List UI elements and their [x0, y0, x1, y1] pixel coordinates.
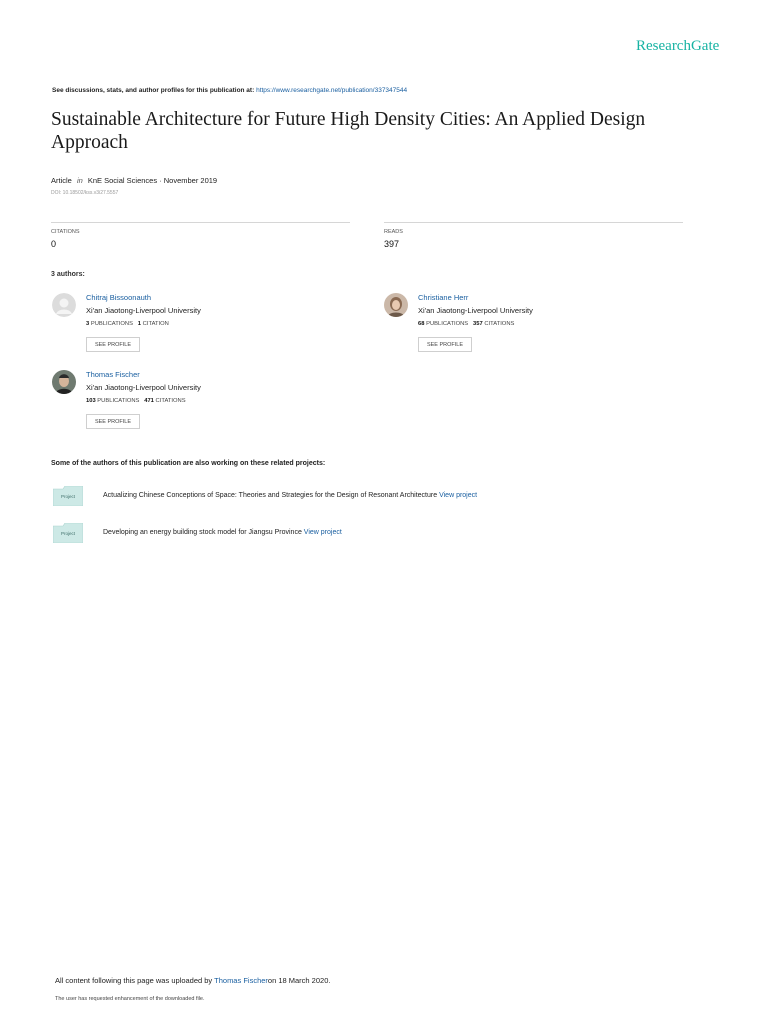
paper-type: Article [51, 176, 72, 185]
discussions-text: See discussions, stats, and author profiles for this publication at: [52, 87, 255, 94]
upload-note [55, 976, 330, 985]
avatar-photo-icon[interactable] [384, 293, 408, 317]
view-project-link[interactable]: View project [439, 492, 478, 499]
citations-label: CITATIONS [51, 229, 80, 235]
authors-heading: 3 authors: [51, 271, 85, 278]
upload-suffix: on 18 March 2020. [267, 976, 331, 985]
see-profile-button[interactable]: SEE PROFILE [86, 337, 140, 352]
paper-meta [51, 176, 217, 185]
project-folder-icon[interactable] [53, 523, 83, 543]
upload-prefix: All content following this page was uploaded by [55, 976, 213, 985]
project-folder-icon[interactable] [53, 486, 83, 506]
see-profile-button[interactable]: SEE PROFILE [418, 337, 472, 352]
journal-date: KnE Social Sciences · November 2019 [87, 176, 218, 185]
author-name[interactable]: Thomas Fischer [86, 370, 140, 379]
avatar-photo-icon[interactable] [52, 370, 76, 394]
reads-label: READS [384, 229, 403, 235]
stats-divider-left [51, 222, 350, 223]
in-word: in [76, 176, 83, 185]
see-profile-button[interactable]: SEE PROFILE [86, 414, 140, 429]
enhancement-note: The user has requested enhancement of the downloaded file. [55, 996, 205, 1002]
author-stats: 103 PUBLICATIONS 471 CITATIONS [86, 398, 186, 404]
project-item [103, 492, 477, 499]
publication-url-link[interactable]: https://www.researchgate.net/publication/337347544 [256, 87, 408, 94]
author-affiliation: Xi'an Jiaotong-Liverpool University [418, 306, 533, 315]
author-stats: 68 PUBLICATIONS 357 CITATIONS [418, 321, 515, 327]
project-item [103, 529, 342, 536]
citations-value: 0 [51, 239, 57, 249]
project-title: Actualizing Chinese Conceptions of Space: Theories and Strategies for the Design of Resonant Architecture [103, 492, 438, 499]
author-stats: 3 PUBLICATIONS 1 CITATION [86, 321, 169, 327]
project-title: Developing an energy building stock model for Jiangsu Province [103, 529, 302, 536]
author-name[interactable]: Christiane Herr [418, 293, 469, 302]
uploader-link[interactable]: Thomas Fischer [214, 976, 268, 985]
doi-text: DOI: 10.18502/kss.v3i27.5557 [51, 190, 119, 196]
author-affiliation: Xi'an Jiaotong-Liverpool University [86, 383, 201, 392]
discussions-line [52, 87, 407, 94]
related-projects-heading: Some of the authors of this publication are also working on these related projects: [51, 460, 326, 467]
avatar-placeholder-icon[interactable] [52, 293, 76, 317]
view-project-link[interactable]: View project [303, 529, 342, 536]
reads-value: 397 [384, 239, 400, 249]
stats-divider-right [384, 222, 683, 223]
researchgate-logo[interactable]: ResearchGate [636, 38, 720, 54]
author-name[interactable]: Chitraj Bissoonauth [86, 293, 152, 302]
project-icon-label: Project [60, 494, 75, 499]
paper-title: Sustainable Architecture for Future High Density Cities: An Applied Design Approach [51, 109, 646, 153]
author-affiliation: Xi'an Jiaotong-Liverpool University [86, 306, 201, 315]
project-icon-label: Project [60, 531, 75, 536]
